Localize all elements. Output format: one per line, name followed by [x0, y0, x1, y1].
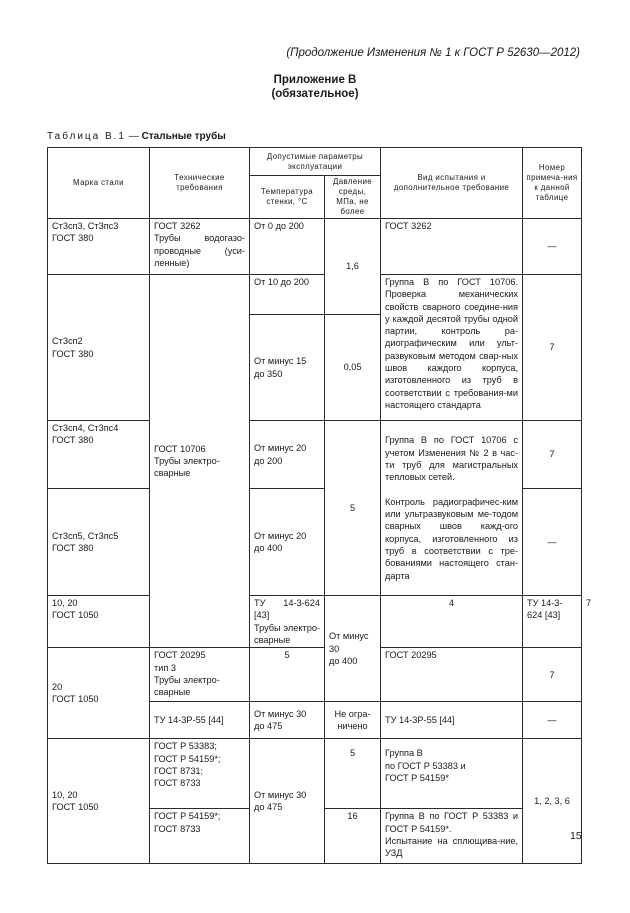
cell-pressure: 5: [250, 648, 325, 702]
cell-temp: От минус 20 до 400: [250, 489, 325, 596]
cell-temp: От 0 до 200: [250, 219, 325, 275]
test-note-a: Группа В по ГОСТ 10706 с учетом Изменения № 2 в час-ти труб для магистральных тепловых сетей.: [385, 435, 519, 483]
cell-grade: Ст3сп3, Ст3пс3 ГОСТ 380: [48, 219, 150, 275]
cell-tech: ГОСТ 3262 Трубы водогазо-проводные (уси-ленные): [150, 219, 250, 275]
header-params: Допустимые параметры эксплуатации: [250, 148, 381, 176]
table-caption-label: Таблица В.1: [47, 131, 126, 142]
cell-temp: От минус 30 до 475: [250, 739, 325, 864]
cell-grade: 10, 20 ГОСТ 1050: [48, 739, 150, 864]
cell-tech: ГОСТ Р 54159*; ГОСТ 8733: [150, 809, 250, 864]
cell-pressure: 5: [325, 421, 381, 596]
table-caption: [47, 131, 226, 142]
cell-temp: От минус 30 до 475: [250, 702, 325, 739]
page-number: 15: [570, 830, 582, 842]
cell-tech: ГОСТ 20295 тип 3 Трубы электро-сварные: [150, 648, 250, 702]
cell-pressure: 0,05: [325, 315, 381, 421]
appendix-title: Приложение В: [273, 74, 357, 86]
cell-temp: От 10 до 200: [250, 275, 325, 315]
header-grade: Марка стали: [48, 148, 150, 219]
cell-pressure: 1,6: [325, 219, 381, 315]
cell-grade: Ст3сп4, Ст3пс4 ГОСТ 380: [48, 421, 150, 489]
cell-tech: ГОСТ Р 53383; ГОСТ Р 54159*; ГОСТ 8731; ГОСТ 8733: [150, 739, 250, 809]
cell-test: ГОСТ 3262: [381, 219, 523, 275]
cell-grade: 10, 20 ГОСТ 1050: [48, 596, 150, 648]
cell-grade: Ст3сп2 ГОСТ 380: [48, 275, 150, 421]
running-header: (Продолжение Изменения № 1 к ГОСТ Р 52630—2012): [286, 47, 580, 59]
cell-note: 1, 2, 3, 6: [523, 739, 582, 864]
header-note: Номер примеча-ния к данной таблице: [523, 148, 582, 219]
cell-temp: От минус 15 до 350: [250, 315, 325, 421]
cell-note: 7: [523, 275, 582, 421]
cell-pressure: Не огра-ничено: [325, 702, 381, 739]
appendix-subtitle: (обязательное): [271, 88, 359, 100]
header-tech: Технические требования: [150, 148, 250, 219]
cell-grade: Ст3сп5, Ст3пс5 ГОСТ 380: [48, 489, 150, 596]
header-press: Давление среды, МПа, не более: [325, 176, 381, 219]
cell-pressure: 5: [325, 739, 381, 809]
cell-test: Группа В по ГОСТ Р 53383 и ГОСТ Р 54159*: [381, 739, 523, 809]
cell-note: 7: [523, 421, 582, 489]
table-caption-name: Стальные трубы: [141, 131, 226, 142]
cell-tech: ТУ 14-3-624 [43] Трубы электро-сварные: [250, 596, 325, 648]
header-test: Вид испытания и дополнительное требование: [381, 148, 523, 219]
cell-test: ТУ 14-3Р-55 [44]: [381, 702, 523, 739]
steel-pipes-table: Марка стали Технические требования Допустимые параметры эксплуатации Вид испытания и дополнительное требование Номер примеча-ния к данной таблице Температура стенки, °С Давление среды, МПа, не более Ст3сп3, Ст3пс3 ГОСТ 380 ГОСТ 3262 Трубы водогазо-проводные (уси-ленные) От 0 до 200 1,6 ГОСТ 3262 — Ст3сп2 ГОСТ 380 ГОСТ 10706 Трубы электро-сварные От 10 до 200 Группа В по ГОСТ 10706. Проверка механических свойств сварного соедине-ния у каждой десятой трубы одной партии, контроль ра-диографическим или ульт-развуковым методом свар-ных швов каждого корпуса, изготовленного из труб в соответствии с требования-ми настоящего стандарта 7 От минус 15 до 350 0,05 Ст3сп4, Ст3пс4 ГОСТ 380 От минус 20 до 200 5 Группа В по ГОСТ 10706 с учетом Изменения № 2 в час-ти труб для магистральных тепловых сетей. Контроль радиографичес-ким или ультразвуковым ме-тодом сварных швов кажд-ого корпуса, изготовленного из труб в соответствии с тре-бованиями настоящего стан-дарта 7 Ст3сп5, Ст3пс5 ГОСТ 380 От минус 20 до 400 — 10, 20 ГОСТ 1050 ТУ 14-3-624 [43] Трубы электро-сварные От минус 30 до 400 4 ТУ 14-3-624 [43] 7 20 ГОСТ 1050 ГОСТ 20295 тип 3 Трубы электро-сварные 5 ГОСТ 20295 7 ТУ 14-3Р-55 [44] От минус 30 до 475 Не огра-ничено ТУ 14-3Р-55 [44] — 10, 20 ГОСТ 1050 ГОСТ Р 53383; ГОСТ Р 54159*; ГОСТ 8731; ГОСТ 8733 От минус 30 до 475 5 Группа В по ГОСТ Р 53383 и ГОСТ Р 54159* 1, 2, 3, 6 ГОСТ Р 54159*; ГОСТ 8733 16 Группа В по ГОСТ Р 53383 и ГОСТ Р 54159*. Испытание на сплющива-ние, УЗД: [47, 147, 582, 864]
cell-test: Группа В по ГОСТ Р 53383 и ГОСТ Р 54159*. Испытание на сплющива-ние, УЗД: [381, 809, 523, 864]
cell-grade: 20 ГОСТ 1050: [48, 648, 150, 739]
cell-pressure: 16: [325, 809, 381, 864]
table-caption-dash: —: [126, 131, 142, 142]
cell-pressure: 4: [381, 596, 523, 648]
cell-tech: ТУ 14-3Р-55 [44]: [150, 702, 250, 739]
cell-temp: От минус 30 до 400: [325, 596, 381, 702]
cell-note: —: [523, 489, 582, 596]
header-temp: Температура стенки, °С: [250, 176, 325, 219]
test-note-b: Контроль радиографичес-ким или ультразвуковым ме-тодом сварных швов кажд-ого корпуса, изготовленного из труб в соответствии с тре-бованиями настоящего стан-дарта: [385, 496, 519, 581]
cell-note: —: [523, 702, 582, 739]
cell-test: Группа В по ГОСТ 10706. Проверка механических свойств сварного соедине-ния у каждой десятой трубы одной партии, контроль ра-диографическим или ульт-развуковым методом свар-ных швов каждого корпуса, изготовленного из труб в соответствии с требования-ми настоящего стандарта: [381, 275, 523, 421]
cell-note: 7: [523, 648, 582, 702]
cell-test: ТУ 14-3-624 [43]: [523, 596, 582, 648]
cell-note: —: [523, 219, 582, 275]
cell-temp: От минус 20 до 200: [250, 421, 325, 489]
cell-tech: ГОСТ 10706 Трубы электро-сварные: [150, 275, 250, 648]
cell-test: ГОСТ 20295: [381, 648, 523, 702]
cell-test: [381, 421, 523, 596]
